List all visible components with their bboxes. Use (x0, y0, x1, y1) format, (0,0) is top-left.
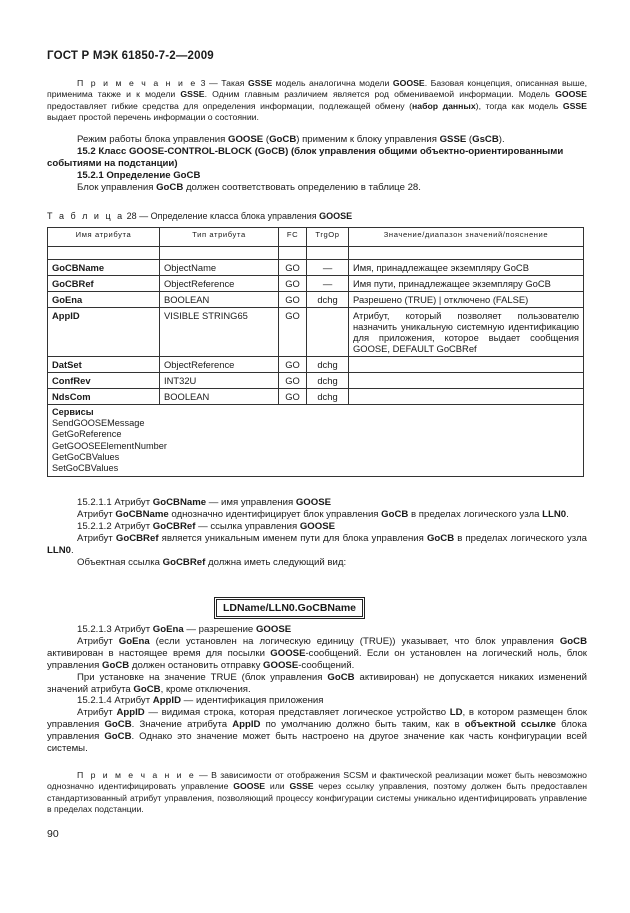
text-span: GO (279, 276, 307, 292)
text-span: AppID (116, 707, 145, 719)
text-span: GO (279, 389, 307, 405)
text-span: , в котором размещен блок управления (47, 707, 588, 731)
text-span: Режим работы блока управления (77, 134, 228, 145)
text-span: . Однако это значение может быть настроено на другое значение как часть конфигурации всей системы. (47, 731, 587, 755)
text-span: — (307, 260, 349, 276)
paragraph-appid (47, 707, 587, 755)
text-span: dchg (307, 373, 349, 389)
text-span: ( (263, 134, 270, 145)
text-span (349, 389, 584, 405)
text-span: блока управления (47, 719, 587, 743)
paragraph-gocbname (47, 509, 587, 521)
text-span: по умолчанию должно быть таким, как в (260, 719, 465, 731)
text-span: -сообщений. Если он установлен на логический ноль, блок управления (47, 647, 587, 671)
text-span: является уникальным именем пути для блока управления (158, 532, 427, 544)
page-number: 90 (47, 828, 59, 840)
text-span: модель аналогична модели (272, 78, 393, 88)
table-caption (47, 211, 587, 223)
text-span: LLN0 (47, 544, 71, 556)
note-final (47, 770, 587, 815)
service-item: GetGOOSEElementNumber (52, 440, 167, 451)
text-span: активирован в настоящее время для посылки (47, 647, 271, 659)
col-header-trgop: TrgOp (307, 228, 349, 247)
text-span: выдает простой перечень информации о состоянии. (47, 111, 259, 122)
subsection-15-2-1-4 (47, 695, 587, 707)
text-span: GoCB (104, 731, 132, 743)
text-span: GoCBRef (162, 556, 206, 568)
table-row (48, 292, 584, 308)
note-3 (47, 78, 587, 123)
text-span: — ссылка управления (195, 520, 300, 532)
text-span: . Значение атрибута (131, 719, 233, 731)
text-span: должен соответствовать определению в таблице 28. (183, 181, 421, 193)
paragraph-mode (47, 134, 587, 146)
text-span: через ссылку управления, поэтому должен быть предоставлен стандартизованный атрибут управления, позволяющий процессу конфигурации системы уникально идентифицировать управление в пределах подстанции. (47, 781, 588, 814)
text-span: GoCBRef (115, 532, 159, 544)
text-span (307, 308, 349, 357)
text-span: DatSet (52, 359, 82, 370)
text-span: GoCBRef (152, 520, 196, 532)
text-span: Имя пути, принадлежащее экземпляру GoCB (349, 276, 584, 292)
text-span: 15.2.1.3 Атрибут (77, 624, 153, 635)
text-span: GoEna (152, 624, 184, 635)
table-row (48, 260, 584, 276)
text-span: VISIBLE STRING65 (160, 308, 279, 357)
text-span: должна иметь следующий вид: (205, 556, 347, 568)
text-span: GOOSE (233, 781, 266, 792)
services-title: Сервисы (52, 407, 94, 417)
text-span: Имя, принадлежащее экземпляру GoCB (349, 260, 584, 276)
text-span: — видимая строка, которая представляет логическое устройство (144, 707, 450, 719)
text-span: GSSE (180, 89, 205, 100)
text-span: ). (498, 134, 505, 145)
text-span: — В зависимости от отображения SCSM и фактической реализации может быть невозможно однозначно идентифицировать управление (47, 770, 588, 792)
text-span: GSSE (562, 100, 587, 111)
table-row (48, 308, 584, 357)
text-span: GoCB (102, 659, 130, 671)
text-span: в пределах логического узла (454, 532, 588, 544)
text-span: При установке на значение TRUE (блок управления (77, 671, 328, 683)
text-span: GO (279, 373, 307, 389)
col-header-fc: FC (279, 228, 307, 247)
text-span: — (307, 276, 349, 292)
text-span: LLN0 (542, 508, 567, 520)
text-span: . Базовая концепция, описанная выше, применима также и к модели (47, 78, 588, 100)
col-header-value: Значение/диапазон значений/пояснение (349, 228, 584, 247)
text-span: -сообщений. (298, 659, 355, 671)
text-span: GoCB (133, 683, 161, 695)
text-span (349, 373, 584, 389)
text-span: dchg (307, 292, 349, 308)
text-span: однозначно идентифицирует блок управления (168, 508, 382, 520)
text-span (349, 357, 584, 373)
text-span: AppID (152, 695, 182, 707)
text-span: 15.2.1.1 Атрибут (77, 497, 153, 508)
text-span: GSSE (439, 134, 467, 145)
text-span: ObjectReference (160, 357, 279, 373)
text-span: объектной ссылке (464, 719, 556, 731)
text-span: Атрибут (77, 508, 116, 520)
text-span: Разрешено (TRUE) | отключено (FALSE) (349, 292, 584, 308)
text-span: GO (279, 308, 307, 357)
text-span: LDName/LLN0.GoCBName (216, 599, 363, 617)
text-span: 15.2.1.4 Атрибут (77, 695, 153, 707)
table-row (48, 357, 584, 373)
text-span: в пределах логического узла (408, 508, 543, 520)
section-15-2-intro (47, 134, 587, 194)
text-span: . Одним главным различием является род обмениваемой информации. Модель (204, 89, 556, 100)
text-span: LD (449, 707, 463, 719)
text-span: INT32U (160, 373, 279, 389)
section-15-2-1-title: 15.2.1 Определение GoCB (77, 169, 201, 181)
text-span: ObjectReference (160, 276, 279, 292)
text-span: Атрибут (77, 707, 117, 719)
text-span: 28 — Определение класса блока управления (124, 211, 320, 221)
text-span: GsCB (472, 134, 499, 145)
text-span: GoCB (104, 719, 132, 731)
text-span: предоставляет гибкие средства для определения информации, подлежащей обмену ( (47, 100, 413, 111)
text-span: GoCBName (115, 508, 169, 520)
text-span: Атрибут (77, 532, 116, 544)
text-span: Т а б л и ц а (47, 211, 125, 221)
gocb-class-table (47, 227, 584, 477)
text-span: Блок управления (77, 181, 157, 193)
service-item: GetGoReference (52, 429, 122, 440)
text-span: GoCB (327, 671, 355, 683)
text-span: GoCBName (52, 262, 105, 273)
paragraph-objref (47, 557, 587, 569)
text-span: GO (279, 292, 307, 308)
table-header-row (48, 228, 584, 247)
table-row (48, 373, 584, 389)
text-span: AppID (52, 310, 80, 321)
table-row (48, 389, 584, 405)
document-header: ГОСТ Р МЭК 61850-7-2—2009 (47, 50, 214, 62)
text-span: GoCB (426, 532, 455, 544)
text-span: должен остановить отправку (129, 659, 264, 671)
text-span: — имя управления (206, 497, 296, 508)
subsection-15-2-1-3 (47, 624, 587, 636)
text-span: GOOSE (228, 134, 264, 145)
paragraph-definition (47, 182, 587, 194)
text-span: GSSE (248, 78, 273, 88)
text-span: GO (279, 260, 307, 276)
service-item: SetGoCBValues (52, 463, 119, 474)
text-span: GoCB (381, 508, 409, 520)
text-span: GOOSE (392, 78, 425, 88)
text-span: NdsCom (52, 391, 91, 402)
text-span: GoCB (559, 635, 587, 647)
text-span: (если установлен на логическую единицу (TRUE)) указывает, что блок управления (149, 635, 560, 647)
text-span: Атрибут (77, 635, 119, 647)
text-span: ObjectName (160, 260, 279, 276)
text-span: . (70, 544, 74, 556)
text-span: GoCB (269, 134, 297, 145)
text-span: ConfRev (52, 375, 91, 386)
text-span: набор данных (412, 100, 476, 111)
text-span: или (265, 781, 290, 792)
table-services-row (48, 405, 584, 477)
text-span: GOOSE (255, 624, 292, 635)
reference-format-box (216, 598, 363, 617)
table-row (48, 276, 584, 292)
text-span: , кроме отключения. (160, 683, 251, 695)
text-span: GOOSE (319, 211, 353, 221)
text-span: — разрешение (183, 624, 256, 635)
text-span: 3 — Такая (197, 78, 249, 88)
table-spacer-row (48, 247, 584, 260)
text-span: GOOSE (299, 520, 336, 532)
text-span: П р и м е ч а н и е (77, 770, 196, 780)
text-span: GoCBRef (52, 278, 94, 289)
text-span: — идентификация приложения (181, 695, 324, 707)
text-span: GoEna (52, 294, 83, 305)
text-span: активирован) не допускается никаких изменений значений атрибута (47, 671, 588, 695)
text-span: ), тогда как модель (475, 100, 563, 111)
text-span: BOOLEAN (160, 292, 279, 308)
subsection-15-2-1-2 (47, 521, 587, 533)
col-header-name: Имя атрибута (48, 228, 160, 247)
text-span: . (566, 508, 569, 520)
text-span: GOOSE (555, 89, 587, 100)
text-span: GSSE (289, 781, 314, 792)
text-span: dchg (307, 389, 349, 405)
text-span: dchg (307, 357, 349, 373)
service-item: GetGoCBValues (52, 451, 120, 462)
text-span: ( (466, 134, 473, 145)
text-span: GO (279, 357, 307, 373)
text-span: П р и м е ч а н и е (77, 78, 198, 88)
text-span: BOOLEAN (160, 389, 279, 405)
attribute-sections (47, 497, 587, 568)
paragraph-gocbref (47, 533, 587, 557)
paragraph-goena (47, 636, 587, 672)
text-span: GOOSE (263, 659, 299, 671)
service-item: SendGOOSEMessage (52, 418, 145, 429)
text-span: GoCB (156, 181, 184, 193)
text-span: GoCBName (152, 497, 207, 508)
text-span: GOOSE (295, 497, 331, 508)
text-span: GOOSE (270, 647, 306, 659)
attribute-sections-2 (47, 624, 587, 755)
section-15-2-title: 15.2 Класс GOOSE-CONTROL-BLOCK (GoCB) (блок управления общими объектно-ориентированными событиями на подстанции) (47, 145, 564, 169)
text-span: GoEna (118, 635, 150, 647)
text-span: Атрибут, который позволяет пользователю назначить уникальную системную идентификацию для приложения, которое выдает сообщения GOOSE, DEFAULT GoCBRef (349, 308, 584, 357)
text-span: ) применим к блоку управления (296, 134, 440, 145)
text-span: AppID (232, 719, 261, 731)
text-span: Объектная ссылка (77, 556, 163, 568)
subsection-15-2-1-1 (47, 497, 587, 509)
col-header-type: Тип атрибута (160, 228, 279, 247)
paragraph-true (47, 672, 587, 696)
text-span: 15.2.1.2 Атрибут (77, 520, 153, 532)
